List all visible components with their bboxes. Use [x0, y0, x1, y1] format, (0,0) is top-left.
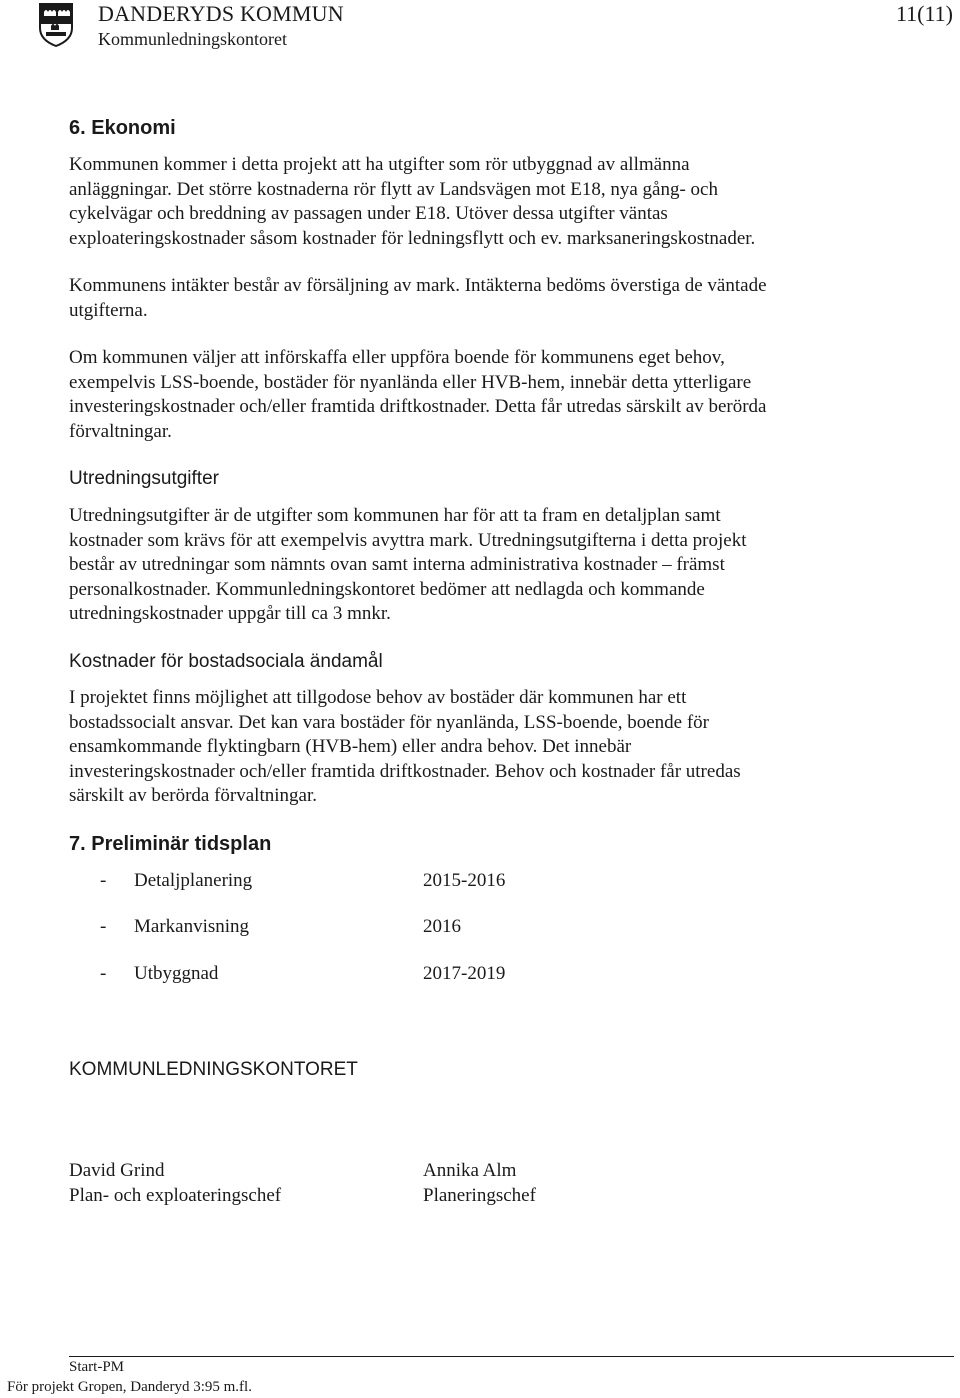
department-name: Kommunledningskontoret — [98, 29, 287, 49]
signatory-name: Annika Alm — [423, 1160, 517, 1181]
section-heading-economy: 6. Ekonomi — [69, 117, 176, 139]
municipal-crest-logo — [38, 2, 74, 48]
schedule-bullet: - — [100, 870, 107, 891]
organization-name: DANDERYDS KOMMUN — [98, 1, 344, 26]
subheading-social-housing-costs: Kostnader för bostadsociala ändamål — [69, 651, 383, 672]
signatory-name: David Grind — [69, 1160, 165, 1181]
schedule-phase-name: Markanvisning — [134, 916, 250, 937]
investigation-costs-paragraph: Utredningsutgifter är de utgifter som kommunen har för att ta fram en detaljplan samt kostnader som krävs för att exempelvis avyttra mark. Utredningsutgifterna i detta projekt består av utredningar som nämnts ovan samt interna administrativa kostnader – främst personalkostnader. Kommunledningskontoret bedömer att nedlagda och kommande utredningskostnader uppgår till ca 3 mnkr. — [69, 505, 747, 625]
schedule-bullet: - — [100, 963, 107, 984]
schedule-bullet: - — [100, 916, 107, 937]
office-signature-heading: KOMMUNLEDNINGSKONTORET — [69, 1059, 358, 1080]
schedule-phase-name: Utbyggnad — [134, 963, 219, 984]
page-number: 11(11) — [895, 1, 953, 26]
footer-project-reference: För projekt Gropen, Danderyd 3:95 m.fl. — [7, 1379, 252, 1395]
footer-divider — [69, 1356, 954, 1357]
economy-paragraph-1: Kommunen kommer i detta projekt att ha utgifter som rör utbyggnad av allmänna anläggningar. Det större kostnaderna rör flytt av Landsvägen mot E18, nya gång- och cykelvägar och breddning av passagen under E18. Utöver dessa utgifter väntas exploateringskostnader såsom kostnader för ledningsflytt och ev. marksaneringskostnader. — [69, 154, 756, 249]
subheading-investigation-costs: Utredningsutgifter — [69, 468, 219, 489]
schedule-phase-name: Detaljplanering — [134, 870, 253, 891]
social-housing-paragraph: I projektet finns möjlighet att tillgodose behov av bostäder där kommunen har ett bostadssocialt ansvar. Det kan vara bostäder för nyanlända, LSS-boende, boende för ensamkommande flyktingbarn (HVB-hem) eller andra behov. Det innebär investeringskostnader och/eller framtida driftkostnader. Behov och kostnader får utredas särskilt av berörda förvaltningar. — [69, 687, 741, 807]
schedule-phase-period: 2016 — [423, 916, 461, 937]
section-heading-timeline: 7. Preliminär tidsplan — [69, 833, 272, 855]
economy-paragraph-3: Om kommunen väljer att införskaffa eller uppföra boende för kommunens eget behov, exempelvis LSS-boende, bostäder för nyanlända eller HVB-hem, innebär detta ytterligare investeringskostnader och/eller framtida driftkostnader. Detta får utredas särskilt av berörda förvaltningar. — [69, 347, 767, 442]
signatory-role: Planeringschef — [423, 1185, 536, 1206]
economy-paragraph-2: Kommunens intäkter består av försäljning av mark. Intäkterna bedöms överstiga de väntade utgifterna. — [69, 275, 767, 321]
schedule-phase-period: 2017-2019 — [423, 963, 506, 984]
signatory-role: Plan- och exploateringschef — [69, 1185, 282, 1206]
footer-document-type: Start-PM — [69, 1359, 125, 1375]
schedule-phase-period: 2015-2016 — [423, 870, 506, 891]
